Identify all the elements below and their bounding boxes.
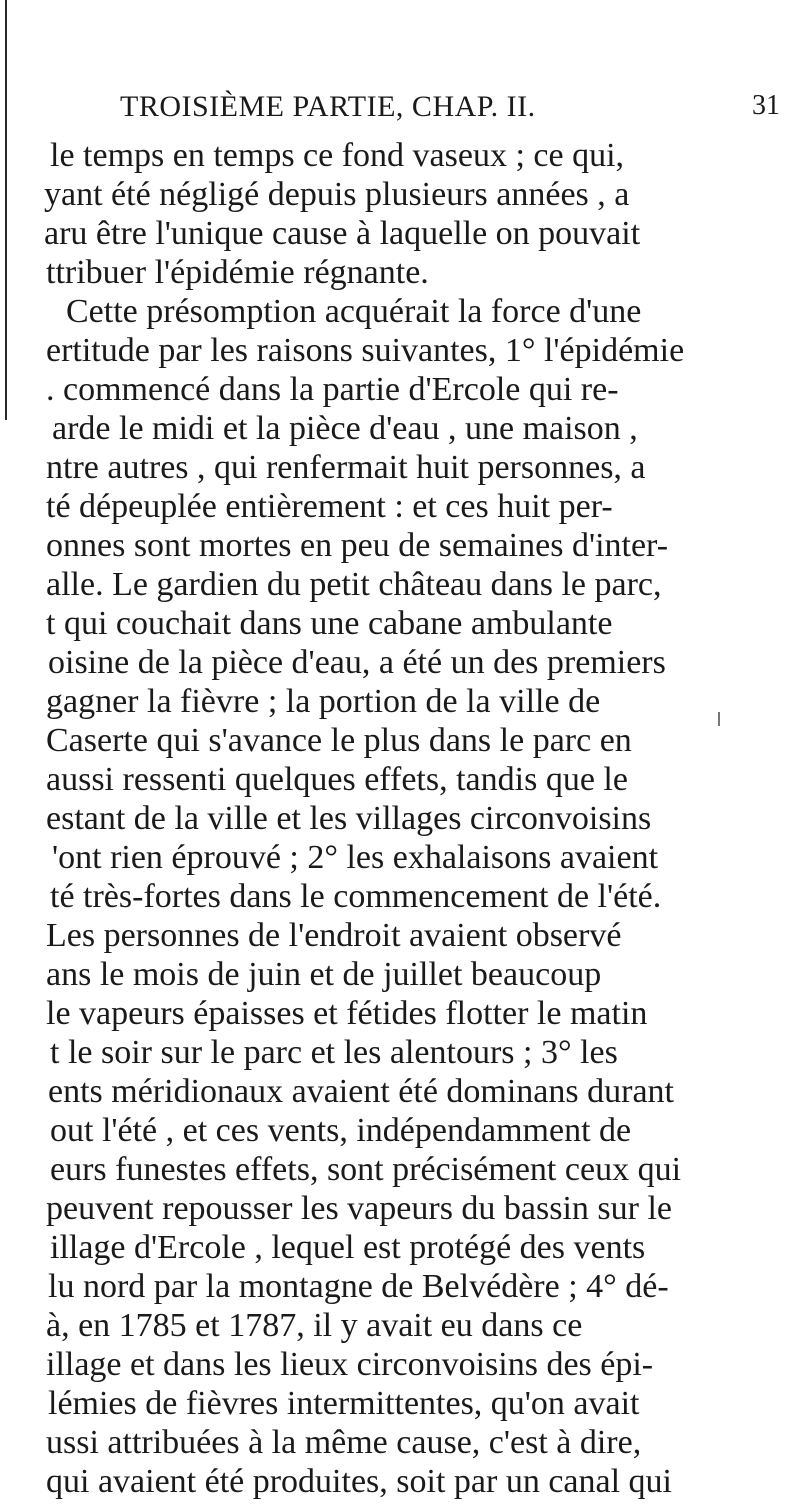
text-line: . commencé dans la partie d'Ercole qui re-	[46, 371, 619, 408]
text-line: lémies de fièvres intermittentes, qu'on avait	[48, 1385, 640, 1422]
text-line: Caserte qui s'avance le plus dans le parc en	[46, 722, 632, 759]
text-line: le temps en temps ce fond vaseux ; ce qui,	[50, 137, 624, 174]
header-title: TROISIÈME PARTIE, CHAP. II.	[120, 90, 536, 123]
text-line: ertitude par les raisons suivantes, 1° l'épidémie	[46, 332, 684, 369]
text-line: à, en 1785 et 1787, il y avait eu dans ce	[46, 1307, 582, 1344]
text-line: arde le midi et la pièce d'eau , une maison ,	[52, 410, 638, 447]
page-speck	[718, 712, 720, 726]
text-line: 'ont rien éprouvé ; 2° les exhalaisons avaient	[52, 839, 658, 876]
text-line: t le soir sur le parc et les alentours ; 3° les	[50, 1034, 618, 1071]
text-line: yant été négligé depuis plusieurs années , a	[44, 176, 629, 213]
text-line: aru être l'unique cause à laquelle on pouvait	[44, 215, 640, 252]
text-line: ents méridionaux avaient été dominans durant	[48, 1073, 674, 1110]
text-line: peuvent repousser les vapeurs du bassin sur le	[46, 1190, 672, 1227]
text-line: ans le mois de juin et de juillet beaucoup	[46, 956, 601, 993]
text-line: le vapeurs épaisses et fétides flotter le matin	[46, 995, 647, 1032]
text-line: ttribuer l'épidémie régnante.	[46, 254, 429, 291]
text-line: oisine de la pièce d'eau, a été un des premiers	[48, 644, 666, 681]
text-line: illage et dans les lieux circonvoisins des épi-	[46, 1346, 653, 1383]
text-line: Cette présomption acquérait la force d'une	[66, 293, 641, 330]
running-header	[0, 90, 800, 130]
text-line: estant de la ville et les villages circonvoisins	[46, 800, 651, 837]
text-line: lu nord par la montagne de Belvédère ; 4° dé-	[48, 1268, 669, 1305]
text-line: alle. Le gardien du petit château dans le parc,	[46, 566, 662, 603]
text-line: té très-fortes dans le commencement de l'été.	[50, 878, 661, 915]
text-line: gagner la fièvre ; la portion de la ville de	[46, 683, 600, 720]
text-line: ntre autres , qui renfermait huit personnes, a	[46, 449, 646, 486]
page-edge-shadow	[5, 0, 7, 420]
text-line: Les personnes de l'endroit avaient observé	[46, 917, 621, 954]
text-line: eurs funestes effets, sont précisément ceux qui	[50, 1151, 681, 1188]
text-line: té dépeuplée entièrement : et ces huit per-	[46, 488, 613, 525]
text-line: out l'été , et ces vents, indépendamment de	[50, 1112, 631, 1149]
text-line: aussi ressenti quelques effets, tandis que le	[46, 761, 628, 798]
page-number: 31	[752, 90, 780, 121]
text-line: qui avaient été produites, soit par un canal qui	[46, 1463, 672, 1500]
text-line: illage d'Ercole , lequel est protégé des vents	[50, 1229, 645, 1266]
text-line: ussi attribuées à la même cause, c'est à dire,	[46, 1424, 641, 1461]
text-line: t qui couchait dans une cabane ambulante	[46, 605, 612, 642]
text-line: onnes sont mortes en peu de semaines d'inter-	[46, 527, 668, 564]
